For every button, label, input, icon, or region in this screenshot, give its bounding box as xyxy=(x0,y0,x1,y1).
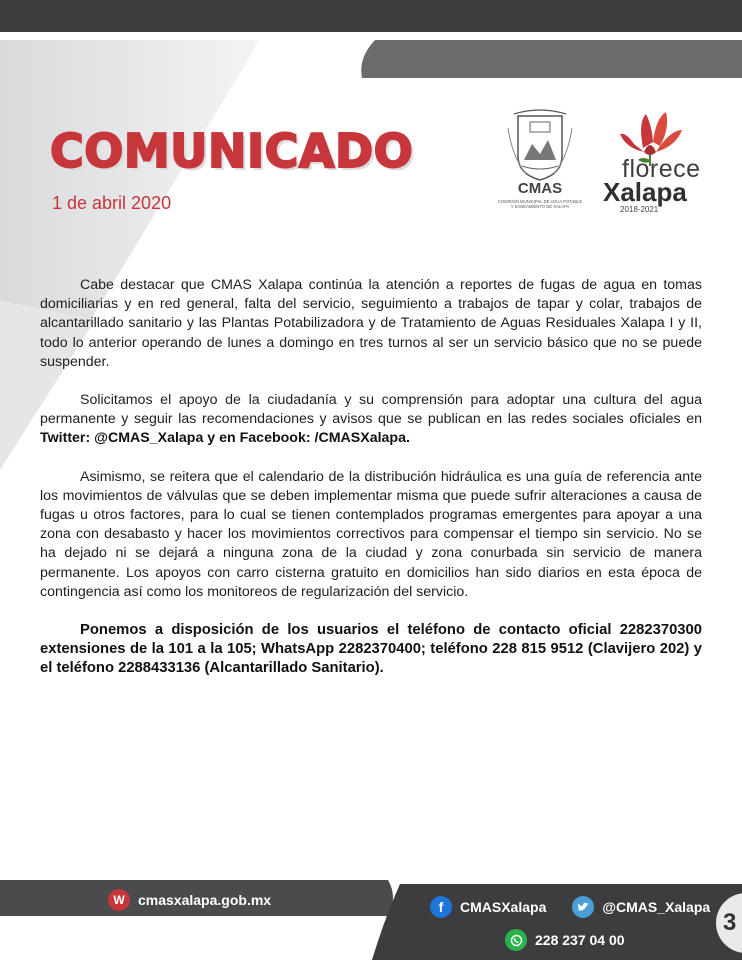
xalapa-word: Xalapa xyxy=(603,177,687,207)
facebook-icon: f xyxy=(430,896,452,918)
whatsapp-icon xyxy=(505,929,527,951)
facebook-handle[interactable]: CMASXalapa xyxy=(460,899,547,915)
page-number: 3 xyxy=(716,893,742,953)
page-title: COMUNICADO xyxy=(50,124,414,178)
document-date: 1 de abril 2020 xyxy=(52,193,172,213)
footer-phone xyxy=(505,928,625,952)
paragraph-4-contact: Ponemos a disposición de los usuarios el teléfono de contacto oficial 2282370300 extensiones de la 101 a la 105; WhatsApp 2282370400; teléfono 228 815 9512 (Clavijero 202) y el teléfono 2288433136 (Alcantarillado Sanitario). xyxy=(40,622,702,677)
communique-body xyxy=(40,276,702,698)
paragraph-2-social: Twitter: @CMAS_Xalapa y en Facebook: /CMASXalapa. xyxy=(40,430,410,447)
paragraph-2-text: Solicitamos el apoyo de la ciudadanía y su comprensión para adoptar una cultura del agua permanente y seguir las recomendaciones y avisos que se publican en las redes sociales oficiales en xyxy=(40,392,702,428)
administration-years: 2018-2021 xyxy=(620,205,659,214)
paragraph-3: Asimismo, se reitera que el calendario de la distribución hidráulica es una guía de referencia ante los movimientos de válvulas que se deben implementar misma que puede sufrir alteraciones a causa de fugas u otros factores, para lo cual se tienen contemplados programas emergentes para apoyar a una zona con desabasto y hacer los movimientos correctivos para compensar el tiempo sin servicio. No se ha dejado ni se dejará a ninguna zona de la ciudad y zona conurbada sin servicio de manera permanente. Los apoyos con carro cisterna gratuito en domicilios han sido diarios en esta época de contingencia así como los monitoreos de regularización del servicio. xyxy=(40,468,702,600)
twitter-handle[interactable]: @CMAS_Xalapa xyxy=(602,899,711,915)
top-dark-band xyxy=(0,0,742,32)
cmas-logo-name: CMAS xyxy=(517,180,563,197)
phone-number[interactable]: 228 237 04 00 xyxy=(535,932,625,948)
paragraph-1: Cabe destacar que CMAS Xalapa continúa la atención a reportes de fugas de agua en tomas domiciliarias y en red general, falta del servicio, seguimiento a trabajos de tapar y colar, trabajos de alcantarillado sanitario y las Plantas Potabilizadora y de Tratamiento de Aguas Residuales Xalapa I y II, todo lo anterior operando de lunes a domingo en tres turnos al ser un servicio básico que no se puede suspender. xyxy=(40,277,702,370)
florece-word: florece xyxy=(622,155,701,183)
footer-website[interactable] xyxy=(108,887,271,913)
website-link[interactable]: cmasxalapa.gob.mx xyxy=(138,892,272,908)
top-right-bar xyxy=(361,40,742,78)
website-icon: W xyxy=(108,889,130,911)
paragraph-2 xyxy=(40,391,702,449)
cmas-logo-subtitle: COMISIÓN MUNICIPAL DE AGUA POTABLE Y SANEAMIENTO DE XALAPA xyxy=(497,199,583,209)
footer-social xyxy=(430,895,710,919)
twitter-icon xyxy=(572,896,594,918)
